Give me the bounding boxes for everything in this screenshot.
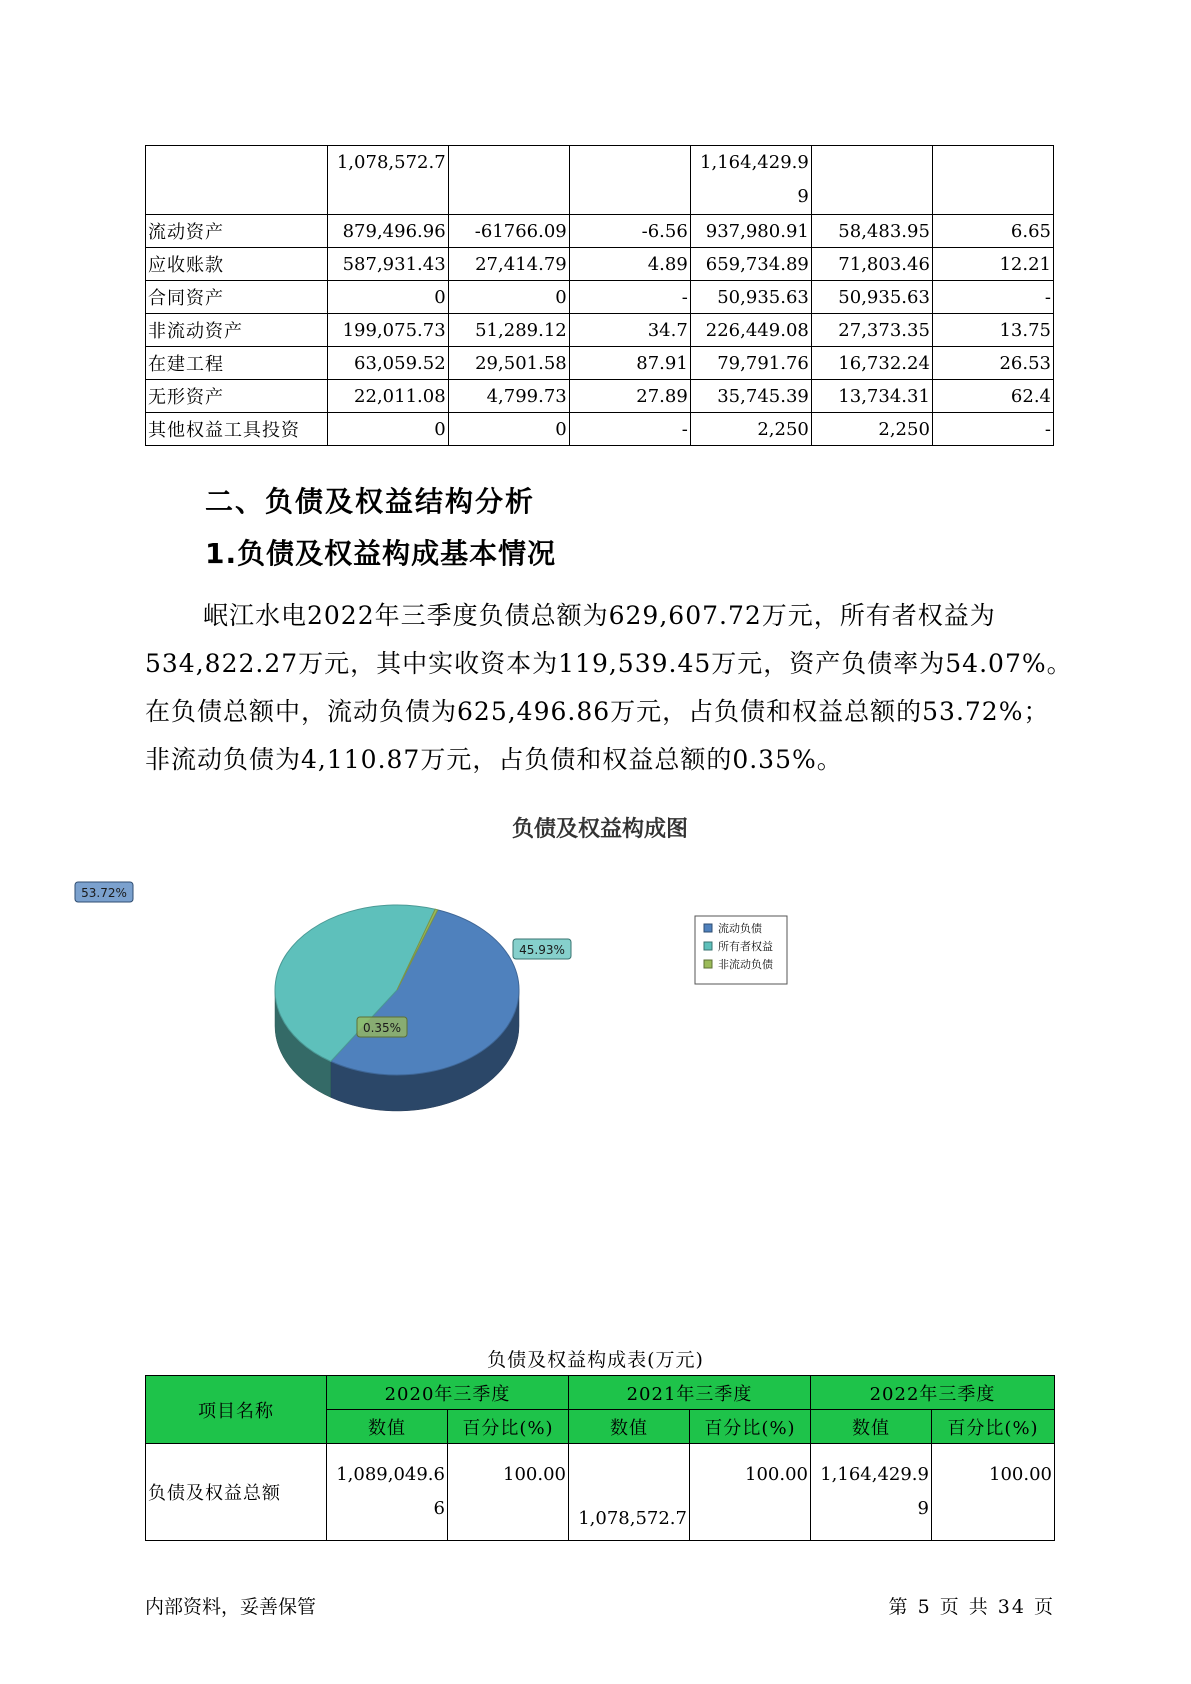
table-cell: 27,373.35	[811, 314, 932, 347]
table-cell: 0	[327, 281, 448, 314]
table-cell: 1,164,429.9 9	[690, 146, 811, 215]
table-row	[146, 314, 1054, 347]
table-cell: -	[569, 281, 690, 314]
table-cell: 29,501.58	[448, 347, 569, 380]
table-cell: 6.65	[932, 215, 1053, 248]
paragraph-line: 在负债总额中，流动负债为625,496.86万元，占负债和权益总额的53.72%；	[145, 697, 1050, 726]
table-cell: 71,803.46	[811, 248, 932, 281]
value-subheader: 数值	[327, 1410, 448, 1444]
percent-subheader: 百分比(%)	[448, 1410, 569, 1444]
table-cell: 58,483.95	[811, 215, 932, 248]
table-cell: 79,791.76	[690, 347, 811, 380]
confidential-note: 内部资料，妥善保管	[145, 1596, 317, 1618]
percent-2022: 100.00	[932, 1444, 1055, 1541]
table-cell: 12.21	[932, 248, 1053, 281]
paragraph-line: 534,822.27万元，其中实收资本为119,539.45万元，资产负债率为54.07%。	[145, 649, 1073, 678]
table-cell: 2,250	[690, 413, 811, 446]
legend-label: 所有者权益	[718, 940, 773, 953]
table-cell	[811, 146, 932, 215]
table-cell: 63,059.52	[327, 347, 448, 380]
legend-swatch	[704, 924, 712, 932]
percent-2020: 100.00	[448, 1444, 569, 1541]
period-header: 2022年三季度	[811, 1376, 1055, 1410]
value-2020: 1,089,049.6 6	[327, 1444, 448, 1541]
table-cell	[932, 146, 1053, 215]
table-cell: 587,931.43	[327, 248, 448, 281]
table-cell: 50,935.63	[690, 281, 811, 314]
table-cell: -	[569, 413, 690, 446]
table-cell: 4,799.73	[448, 380, 569, 413]
row-label: 合同资产	[146, 281, 328, 314]
table-cell: 87.91	[569, 347, 690, 380]
value-2022: 1,164,429.9 9	[811, 1444, 932, 1541]
percent-subheader: 百分比(%)	[932, 1410, 1055, 1444]
percent-2021: 100.00	[690, 1444, 811, 1541]
table-cell: 226,449.08	[690, 314, 811, 347]
table-cell: 4.89	[569, 248, 690, 281]
value-subheader: 数值	[811, 1410, 932, 1444]
table-cell: 34.7	[569, 314, 690, 347]
table-cell: 1,078,572.7	[327, 146, 448, 215]
table-cell	[569, 146, 690, 215]
legend-swatch	[704, 960, 712, 968]
data-label	[75, 882, 133, 902]
table-cell: 199,075.73	[327, 314, 448, 347]
table-cell: 51,289.12	[448, 314, 569, 347]
table-row	[146, 146, 1054, 215]
legend-label: 非流动负债	[718, 958, 773, 971]
table-row	[146, 248, 1054, 281]
row-label: 非流动资产	[146, 314, 328, 347]
table-cell: -6.56	[569, 215, 690, 248]
row-label: 流动资产	[146, 215, 328, 248]
table-row	[146, 413, 1054, 446]
table-cell: 16,732.24	[811, 347, 932, 380]
table-cell: 50,935.63	[811, 281, 932, 314]
liability-equity-table	[145, 1375, 1055, 1541]
chart-title: 负债及权益构成图	[511, 817, 689, 842]
row-label: 无形资产	[146, 380, 328, 413]
table-cell: 879,496.96	[327, 215, 448, 248]
body-paragraph	[145, 592, 1073, 784]
paragraph-line: 岷江水电2022年三季度负债总额为629,607.72万元，所有者权益为	[203, 601, 996, 630]
table-cell: 27.89	[569, 380, 690, 413]
row-label: 应收账款	[146, 248, 328, 281]
table-cell: 2,250	[811, 413, 932, 446]
value-subheader: 数值	[569, 1410, 690, 1444]
liability-equity-pie-chart	[81, 800, 1055, 1140]
page-number: 第 5 页 共 34 页	[888, 1596, 1055, 1618]
row-label	[146, 146, 328, 215]
legend-swatch	[704, 942, 712, 950]
table-cell: 0	[327, 413, 448, 446]
percent-subheader: 百分比(%)	[690, 1410, 811, 1444]
period-header: 2021年三季度	[569, 1376, 811, 1410]
table-cell: 22,011.08	[327, 380, 448, 413]
asset-table	[145, 145, 1054, 446]
table-row	[146, 380, 1054, 413]
item-name-header: 项目名称	[146, 1376, 327, 1444]
row-name: 负债及权益总额	[146, 1444, 327, 1541]
table-cell: 26.53	[932, 347, 1053, 380]
value-2021: 1,078,572.7	[569, 1444, 690, 1541]
paragraph-line: 非流动负债为4,110.87万元，占负债和权益总额的0.35%。	[145, 745, 843, 774]
table-cell: 0	[448, 281, 569, 314]
table-cell	[448, 146, 569, 215]
svg-text:0.35%: 0.35%	[362, 1021, 402, 1035]
table-cell: 659,734.89	[690, 248, 811, 281]
table-row	[146, 347, 1054, 380]
table-cell: 27,414.79	[448, 248, 569, 281]
table-cell: 13.75	[932, 314, 1053, 347]
table-cell: 0	[448, 413, 569, 446]
table-caption: 负债及权益构成表(万元)	[487, 1349, 704, 1371]
table-cell: 35,745.39	[690, 380, 811, 413]
section-heading: 二、负债及权益结构分析	[205, 485, 536, 518]
table-cell: 937,980.91	[690, 215, 811, 248]
svg-text:45.93%: 45.93%	[519, 943, 565, 957]
table-cell: -	[932, 281, 1053, 314]
data-label	[513, 939, 571, 959]
row-label: 其他权益工具投资	[146, 413, 328, 446]
section-subheading: 1.负债及权益构成基本情况	[205, 537, 557, 570]
period-header: 2020年三季度	[327, 1376, 569, 1410]
svg-text:53.72%: 53.72%	[81, 886, 127, 900]
table-row	[146, 281, 1054, 314]
legend-label: 流动负债	[718, 922, 762, 935]
table-cell: -61766.09	[448, 215, 569, 248]
table-row	[146, 215, 1054, 248]
table-cell: -	[932, 413, 1053, 446]
data-label	[357, 1017, 407, 1037]
table-cell: 62.4	[932, 380, 1053, 413]
table-cell: 13,734.31	[811, 380, 932, 413]
row-label: 在建工程	[146, 347, 328, 380]
table-row	[146, 1444, 1055, 1541]
